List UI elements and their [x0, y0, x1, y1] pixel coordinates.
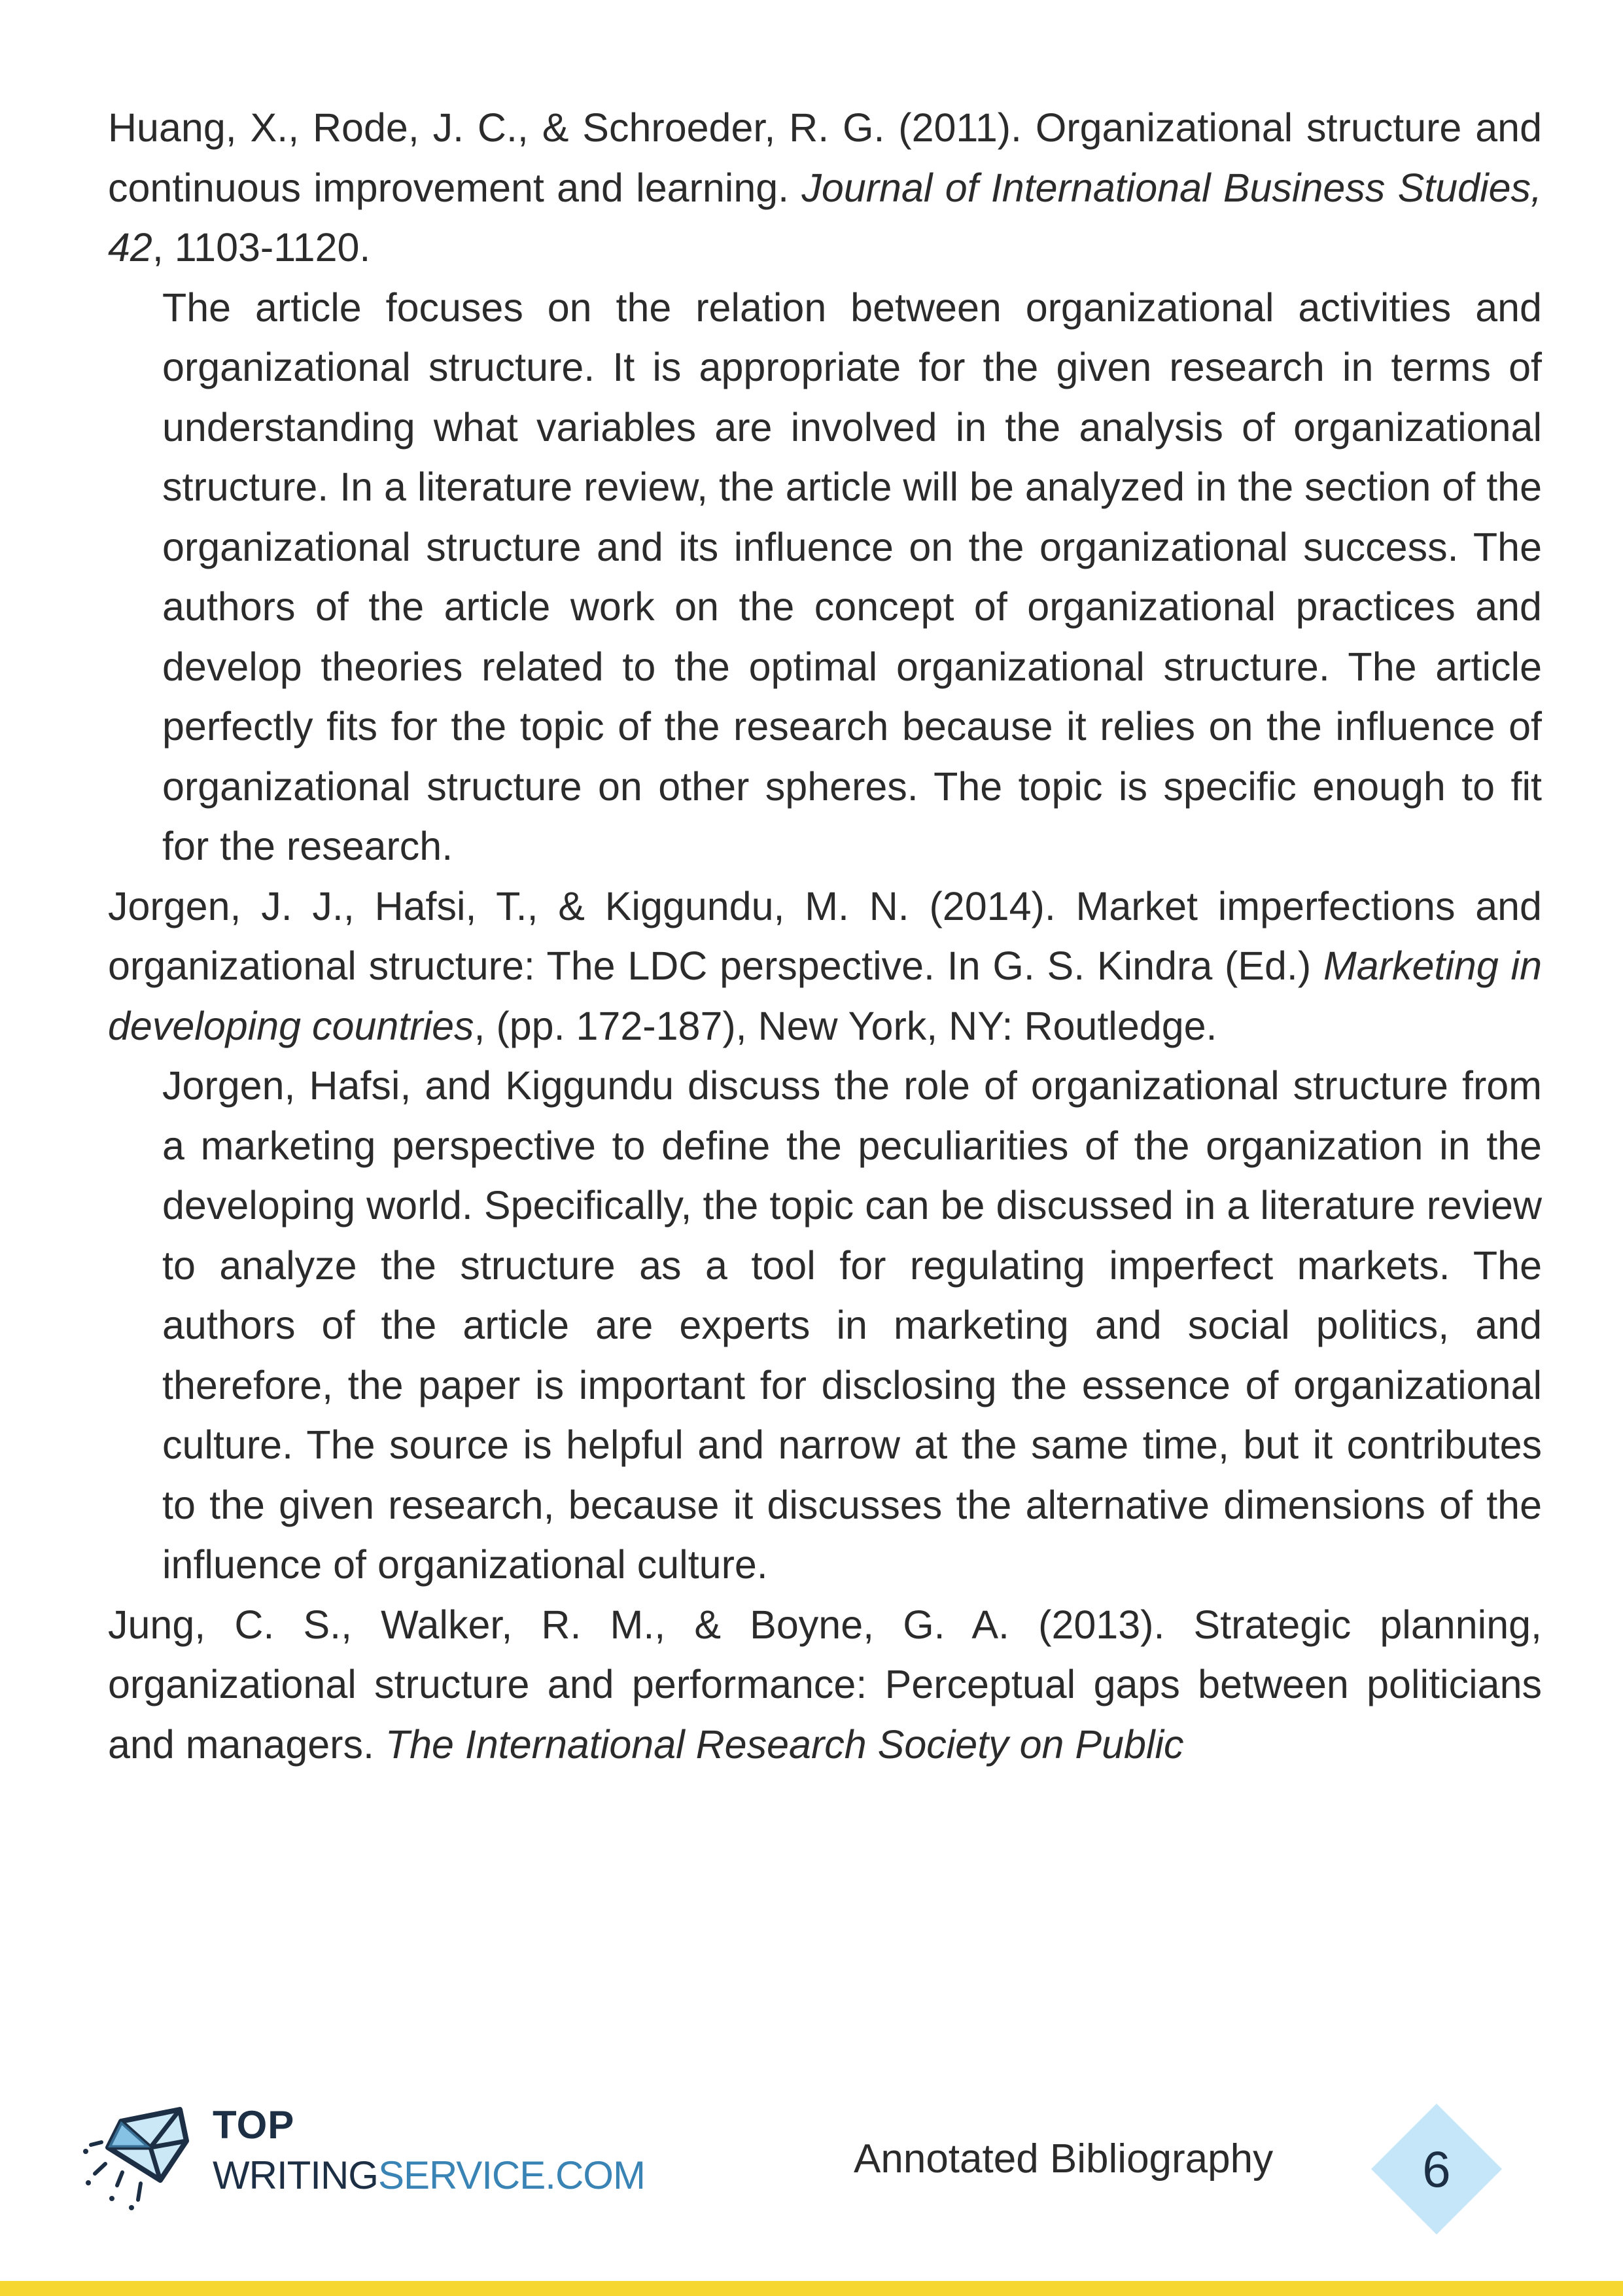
annotation-huang: The article focuses on the relation between organizational activities and organizational structure. It is appropriate for the given research in terms of understanding what variables are involved in the analysis of organizational structure. In a literature review, the article will be analyzed in the section of the organizational structure and its influence on the organizational success. The authors of the article work on the concept of organizational practices and develop theories related to the optimal organizational structure. The article perfectly fits for the topic of the research because it relies on the influence of organizational structure on other spheres. The topic is specific enough to fit for the research. — [162, 285, 1542, 868]
bibliography-content — [108, 98, 1542, 1775]
annotation-jorgen: Jorgen, Hafsi, and Kiggundu discuss the role of organizational structure from a marketing perspective to define the peculiarities of the organization in the developing world. Specifically, the topic can be discussed in a literature review to analyze the structure as a tool for regulating imperfect markets. The authors of the article are experts in marketing and social politics, and therefore, the paper is important for disclosing the essence of organizational culture. The source is helpful and narrow at the same time, but it contributes to the given research, because it discusses the alternative dimensions of the influence of organizational culture. — [162, 1063, 1542, 1587]
gem-logo-icon — [82, 2102, 193, 2213]
citation-journal: The International Research Society on Public — [385, 1722, 1184, 1767]
citation-huang — [108, 98, 1542, 278]
citation-text: Huang, X., Rode, J. C., & Schroeder, R. G. (2011). Organizational structure and continuous improvement and learning. — [108, 105, 1542, 210]
brand-logo[interactable] — [82, 2102, 736, 2233]
logo-text-domain: SERVICE.COM — [377, 2153, 645, 2197]
citation-book-title: Marketing in developing countries — [108, 944, 1542, 1048]
citation-journal: Journal of International Business Studies, 42 — [108, 165, 1542, 270]
logo-text-bottom — [213, 2153, 645, 2199]
citation-pages: , 1103-1120. — [152, 225, 371, 270]
document-title: Annotated Bibliography — [854, 2136, 1274, 2181]
page-number: 6 — [1422, 2140, 1451, 2198]
citation-text: Jung, C. S., Walker, R. M., & Boyne, G. A. (2013). Strategic planning, organizational structure and performance: Perceptual gaps between politicians and managers. — [108, 1602, 1542, 1767]
page-footer — [0, 2081, 1623, 2296]
logo-text-top: TOP — [213, 2103, 295, 2147]
citation-jung — [108, 1595, 1542, 1775]
citation-jorgen — [108, 877, 1542, 1057]
citation-text: Jorgen, J. J., Hafsi, T., & Kiggundu, M. N. (2014). Market imperfections and organizational structure: The LDC perspective. In G. S. Kindra (Ed.) — [108, 883, 1542, 988]
bottom-accent-bar — [0, 2281, 1623, 2296]
citation-pages: , (pp. 172-187), New York, NY: Routledge. — [474, 1003, 1217, 1048]
logo-text-writing: WRITING — [213, 2153, 378, 2197]
